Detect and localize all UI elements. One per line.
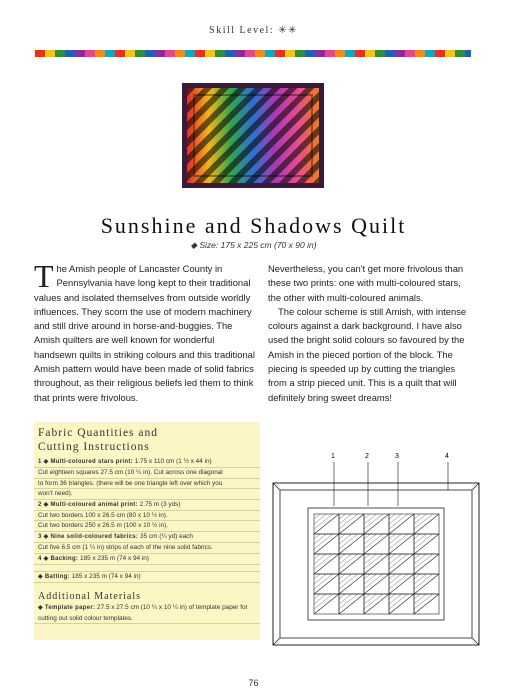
intro-column-left [34, 258, 256, 405]
diagram-diagonal [414, 574, 439, 594]
diagram-strip-line [414, 514, 427, 524]
diagram-strip-line [314, 574, 320, 579]
diagram-strip-line [339, 534, 352, 544]
diagram-outer-border [273, 483, 479, 645]
diagram-strip-line [389, 574, 402, 584]
drop-cap: T [34, 258, 54, 294]
diagram-diagonal [339, 594, 364, 614]
diagram-strip-line [339, 554, 345, 559]
diagram-strip-line [364, 514, 370, 519]
diagram-strip-line [364, 534, 377, 544]
diagram-label-4: 4 [445, 453, 449, 460]
template-row: ◆ Template paper: 27.5 x 27.5 cm (10 ¼ x 10 ¼ in) of template paper for cutting out solid colour templates. [34, 603, 260, 624]
diagram-strip-line [339, 574, 352, 584]
diagram-strip-line [389, 534, 395, 539]
diagram-strip-line [364, 554, 377, 564]
diagram-diagonal [389, 534, 414, 554]
batting-row: ◆ Batting: 185 x 235 m (74 x 94 in) [34, 571, 260, 583]
quilt-photo [182, 83, 324, 188]
diagram-diagonal [414, 554, 439, 574]
fabric-row: Cut two borders 100 x 26.5 cm (80 x 10 ½ in). [34, 511, 260, 521]
diagram-diagonal [339, 554, 364, 574]
diagram-strip-line [339, 594, 345, 599]
diagram-strip-line [339, 514, 352, 524]
diagram-strip-line [389, 534, 402, 544]
diagram-grid [314, 514, 439, 614]
fabric-row: Cut eighteen squares 27.5 cm (10 ¼ in). Cut across one diagonal [34, 468, 260, 478]
diagram-strip-line [364, 534, 370, 539]
intro-column-right [268, 262, 474, 405]
diagram-strip-line [314, 514, 327, 524]
diagram-diagonal [389, 554, 414, 574]
diagram-strip-line [314, 534, 327, 544]
fabric-row: Cut five 6.5 cm (1 ¼ in) strips of each of the nine solid fabrics. [34, 543, 260, 553]
fabric-row: 4 ◆ Backing: 185 x 235 m (74 x 94 in) [34, 554, 260, 565]
fabric-rows [34, 457, 260, 565]
diagram-strip-line [339, 534, 345, 539]
diagram-strip-line [389, 594, 402, 604]
page-number: 76 [248, 678, 259, 688]
diagram-diagonal [364, 534, 389, 554]
fabric-row: 3 ◆ Nine solid-coloured fabrics: 35 cm (¼ yd) each [34, 532, 260, 543]
diagram-diagonal [314, 514, 339, 534]
diagram-strip-line [314, 594, 327, 604]
fabric-row: won't need). [34, 489, 260, 499]
intro-paragraph-2: Nevertheless, you can't get more frivolous than these two prints: one with multi-coloured stars, the other with multi-coloured animals. [268, 263, 464, 303]
diagram-label-2: 2 [365, 453, 369, 460]
diagram-miter [273, 483, 280, 490]
diagram-strip-line [389, 514, 395, 519]
diagram-label-1: 1 [331, 453, 335, 460]
diagram-diagonal [364, 554, 389, 574]
intro-paragraph-3: The colour scheme is still Amish, with intense colours against a dark background. I have also used the bright solid colours so favoured by the Amish in the pieced portion of the block. The piecing is speeded up by cutting the triangles from a strip pieced unit. This is a quilt that will definitely bring sweet dreams! [268, 305, 467, 403]
diagram-diagonal [389, 594, 414, 614]
diagram-diagonal [314, 554, 339, 574]
diagram-diagonal [389, 514, 414, 534]
diagram-diagonal [339, 534, 364, 554]
diagram-strip-line [389, 554, 402, 564]
diagram-strip-line [339, 594, 352, 604]
diagram-strip-line [314, 554, 327, 564]
diagram-strip-line [364, 514, 377, 524]
diagram-strip-line [414, 534, 420, 539]
diagram-strip-line [389, 574, 395, 579]
diagram-wide-border [308, 508, 444, 620]
diagram-strip-line [364, 574, 377, 584]
diagram-diagonal [339, 514, 364, 534]
quilt-size: ◆ Size: 175 x 225 cm (70 x 90 in) [190, 240, 317, 250]
diagram-diagonal [414, 534, 439, 554]
fabric-quantities-box [34, 422, 260, 640]
rainbow-stripe [35, 50, 471, 57]
diagram-inner-border [280, 490, 472, 638]
diagram-strip-line [389, 554, 395, 559]
diagram-strip-line [339, 574, 345, 579]
diagram-strip-line [414, 554, 420, 559]
diagram-strip-line [364, 554, 370, 559]
diagram-strip-line [414, 594, 427, 604]
diagram-strip-line [414, 574, 427, 584]
diagram-diagonal [314, 594, 339, 614]
diagram-strip-line [314, 554, 320, 559]
diagram-strip-line [414, 594, 420, 599]
diagram-strip-line [314, 594, 320, 599]
diagram-strip-line [364, 594, 377, 604]
diagram-diagonal [389, 574, 414, 594]
diagram-miter [472, 638, 479, 645]
diagram-strip-line [414, 514, 420, 519]
page-title: Sunshine and Shadows Quilt [100, 213, 407, 238]
diagram-miter [273, 638, 280, 645]
diagram-diagonal [314, 574, 339, 594]
diagram-strip-line [364, 574, 370, 579]
diagram-diagonal [364, 574, 389, 594]
skill-level: Skill Level: ✳✳ [209, 25, 298, 36]
diagram-strip-line [414, 554, 427, 564]
intro-paragraph-1: The Amish people of Lancaster County in Pennsylvania have long kept to their traditional values and isolated themselves from outside worldly influences. They scorn the use of modern machinery and still drive around in horse-and-buggies. The Amish quilters are well known for wonderful handsewn quilts in striking colours and this traditional Amish pattern would have been made of solid fabrics throughout, as their religious beliefs led them to think that prints were frivolous. [34, 258, 255, 403]
diagram-strip-line [364, 594, 370, 599]
diagram-strip-line [314, 574, 327, 584]
diagram-diagonal [339, 574, 364, 594]
diagram-label-3: 3 [395, 453, 399, 460]
fabric-row: 2 ◆ Multi-coloured animal print: 2.75 m (3 yds) [34, 500, 260, 511]
fabric-row: to form 36 triangles. (there will be one triangle left over which you [34, 479, 260, 489]
diagram-strip-line [389, 514, 402, 524]
diagram-strip-line [314, 534, 320, 539]
diagram-diagonal [314, 534, 339, 554]
quilt-diagram [270, 450, 485, 650]
diagram-strip-line [414, 534, 427, 544]
diagram-strip-line [414, 574, 420, 579]
fabric-row: 1 ◆ Multi-coloured stars print: 1.75 x 110 cm (1 ½ x 44 in) [34, 457, 260, 468]
diagram-strip-line [339, 554, 352, 564]
fabric-heading: Fabric Quantities and Cutting Instructions [38, 427, 159, 453]
diagram-strip-line [314, 514, 320, 519]
diagram-diagonal [414, 594, 439, 614]
diagram-diagonal [414, 514, 439, 534]
diagram-strip-line [339, 514, 345, 519]
fabric-row: Cut two borders 250 x 26.5 m (100 x 10 ½ in). [34, 521, 260, 531]
diagram-miter [472, 483, 479, 490]
additional-materials-heading: Additional Materials [38, 591, 142, 603]
diagram-diagonal [364, 514, 389, 534]
diagram-diagonal [364, 594, 389, 614]
diagram-strip-line [389, 594, 395, 599]
